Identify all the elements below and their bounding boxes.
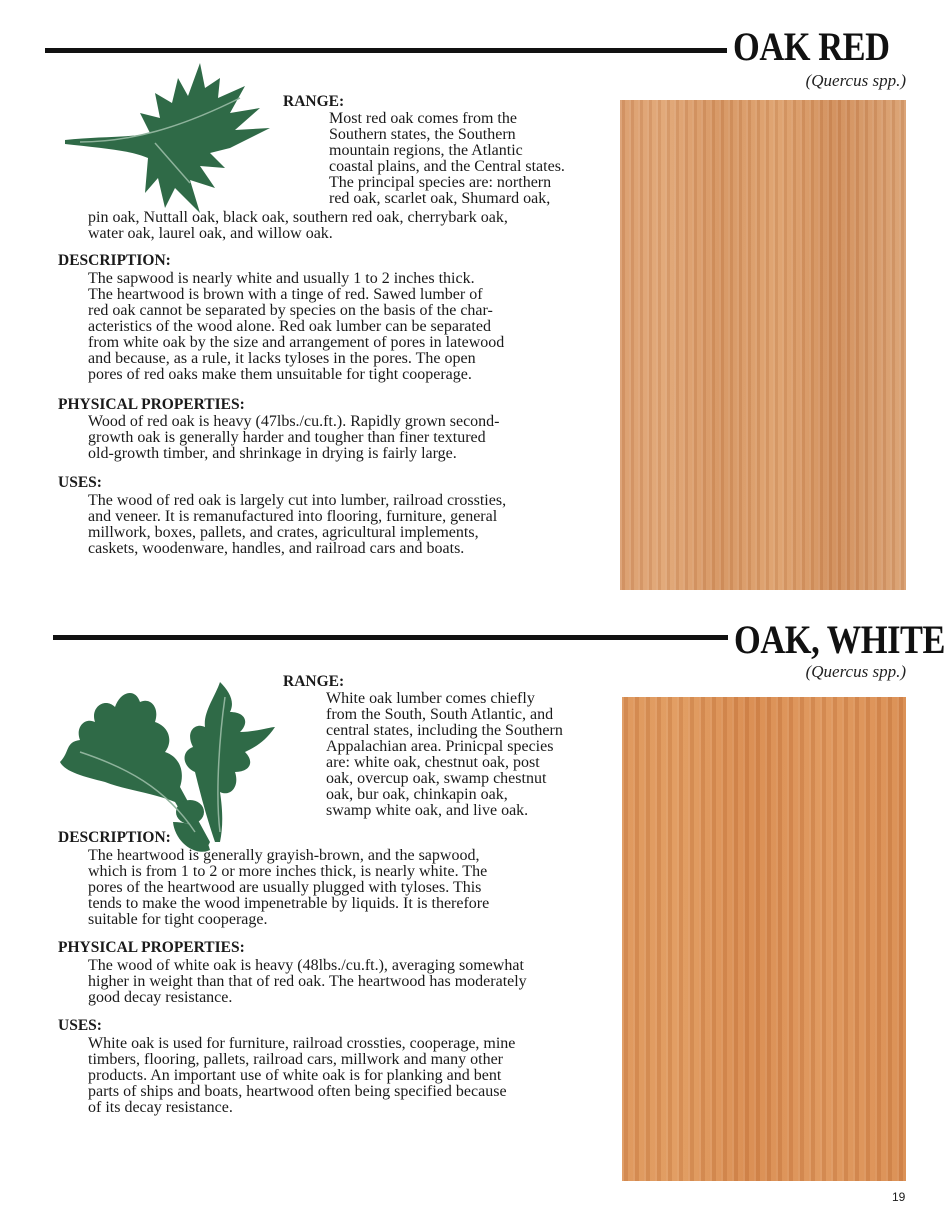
text-line: old-growth timber, and shrinkage in drying is fairly large. — [88, 445, 457, 462]
text-line: The wood of red oak is largely cut into lumber, railroad crossties, — [88, 492, 507, 509]
text-line: pores of red oaks make them unsuitable for tight cooperage. — [88, 366, 472, 383]
text-line: red oak cannot be separated by species on the basis of the char- — [88, 302, 493, 319]
white-range-heading: RANGE: — [283, 673, 345, 690]
text-line: Wood of red oak is heavy (47lbs./cu.ft.). Rapidly grown second- — [88, 413, 500, 430]
text-line: are: white oak, chestnut oak, post — [326, 754, 540, 771]
text-line: parts of ships and boats, heartwood often being specified because — [88, 1083, 507, 1100]
text-line: central states, including the Southern — [326, 722, 563, 739]
red-description-text — [88, 271, 504, 383]
red-range-text-wide — [88, 210, 508, 242]
red-physical-heading: PHYSICAL PROPERTIES: — [58, 396, 245, 413]
white-physical-text — [88, 958, 527, 1006]
text-line: pin oak, Nuttall oak, black oak, southern red oak, cherrybark oak, — [88, 209, 508, 226]
text-line: tends to make the wood impenetrable by liquids. It is therefore — [88, 895, 490, 912]
red-range-heading: RANGE: — [283, 93, 345, 110]
text-line: pores of the heartwood are usually plugged with tyloses. This — [88, 879, 482, 896]
text-line: timbers, flooring, pallets, railroad cars, millwork and many other — [88, 1051, 503, 1068]
text-line: growth oak is generally harder and tougher than finer textured — [88, 429, 486, 446]
text-line: good decay resistance. — [88, 989, 233, 1006]
text-line: oak, bur oak, chinkapin oak, — [326, 786, 508, 803]
text-line: White oak lumber comes chiefly — [326, 690, 535, 707]
text-line: Appalachian area. Prinicpal species — [326, 738, 554, 755]
red-oak-leaf-icon — [60, 58, 275, 218]
red-uses-text — [88, 493, 506, 557]
text-line: suitable for tight cooperage. — [88, 911, 268, 928]
text-line: coastal plains, and the Central states. — [329, 158, 565, 175]
text-line: mountain regions, the Atlantic — [329, 142, 523, 159]
red-uses-heading: USES: — [58, 474, 102, 491]
text-line: oak, overcup oak, swamp chestnut — [326, 770, 547, 787]
white-physical-heading: PHYSICAL PROPERTIES: — [58, 939, 245, 956]
text-line: from white oak by the size and arrangement of pores in latewood — [88, 334, 505, 351]
text-line: caskets, woodenware, handles, and railroad cars and boats. — [88, 540, 465, 557]
white-oak-title: OAK, WHITE — [734, 617, 946, 662]
text-line: The principal species are: northern — [329, 174, 552, 191]
text-line: and because, as a rule, it lacks tyloses in the pores. The open — [88, 350, 476, 367]
page-number: 19 — [892, 1190, 906, 1204]
white-description-text — [88, 848, 489, 928]
white-uses-text — [88, 1036, 515, 1116]
red-range-text — [329, 111, 565, 207]
text-line: and veneer. It is remanufactured into flooring, furniture, general — [88, 508, 498, 525]
text-line: products. An important use of white oak is for planking and bent — [88, 1067, 502, 1084]
white-description-heading: DESCRIPTION: — [58, 829, 171, 846]
text-line: acteristics of the wood alone. Red oak lumber can be separated — [88, 318, 491, 335]
text-line: from the South, South Atlantic, and — [326, 706, 554, 723]
section-rule — [45, 48, 727, 53]
text-line: water oak, laurel oak, and willow oak. — [88, 225, 333, 242]
text-line: Southern states, the Southern — [329, 126, 516, 143]
red-oak-wood-sample — [620, 100, 906, 590]
text-line: red oak, scarlet oak, Shumard oak, — [329, 190, 551, 207]
red-oak-title: OAK RED — [733, 24, 890, 69]
text-line: The heartwood is brown with a tinge of red. Sawed lumber of — [88, 286, 483, 303]
white-range-text — [326, 691, 563, 819]
white-uses-heading: USES: — [58, 1017, 102, 1034]
text-line: swamp white oak, and live oak. — [326, 802, 529, 819]
text-line: The sapwood is nearly white and usually 1 to 2 inches thick. — [88, 270, 475, 287]
text-line: of its decay resistance. — [88, 1099, 233, 1116]
text-line: The heartwood is generally grayish-brown, and the sapwood, — [88, 847, 480, 864]
text-line: higher in weight than that of red oak. The heartwood has moderately — [88, 973, 527, 990]
text-line: White oak is used for furniture, railroad crossties, cooperage, mine — [88, 1035, 516, 1052]
white-oak-scientific-name: (Quercus spp.) — [805, 662, 906, 681]
white-oak-wood-sample — [622, 697, 906, 1181]
section-rule — [53, 635, 728, 640]
red-description-heading: DESCRIPTION: — [58, 252, 171, 269]
text-line: millwork, boxes, pallets, and crates, agricultural implements, — [88, 524, 479, 541]
red-oak-scientific-name: (Quercus spp.) — [805, 71, 906, 90]
text-line: which is from 1 to 2 or more inches thick, is nearly white. The — [88, 863, 488, 880]
text-line: The wood of white oak is heavy (48lbs./cu.ft.), averaging somewhat — [88, 957, 524, 974]
text-line: Most red oak comes from the — [329, 110, 517, 127]
red-physical-text — [88, 414, 500, 462]
